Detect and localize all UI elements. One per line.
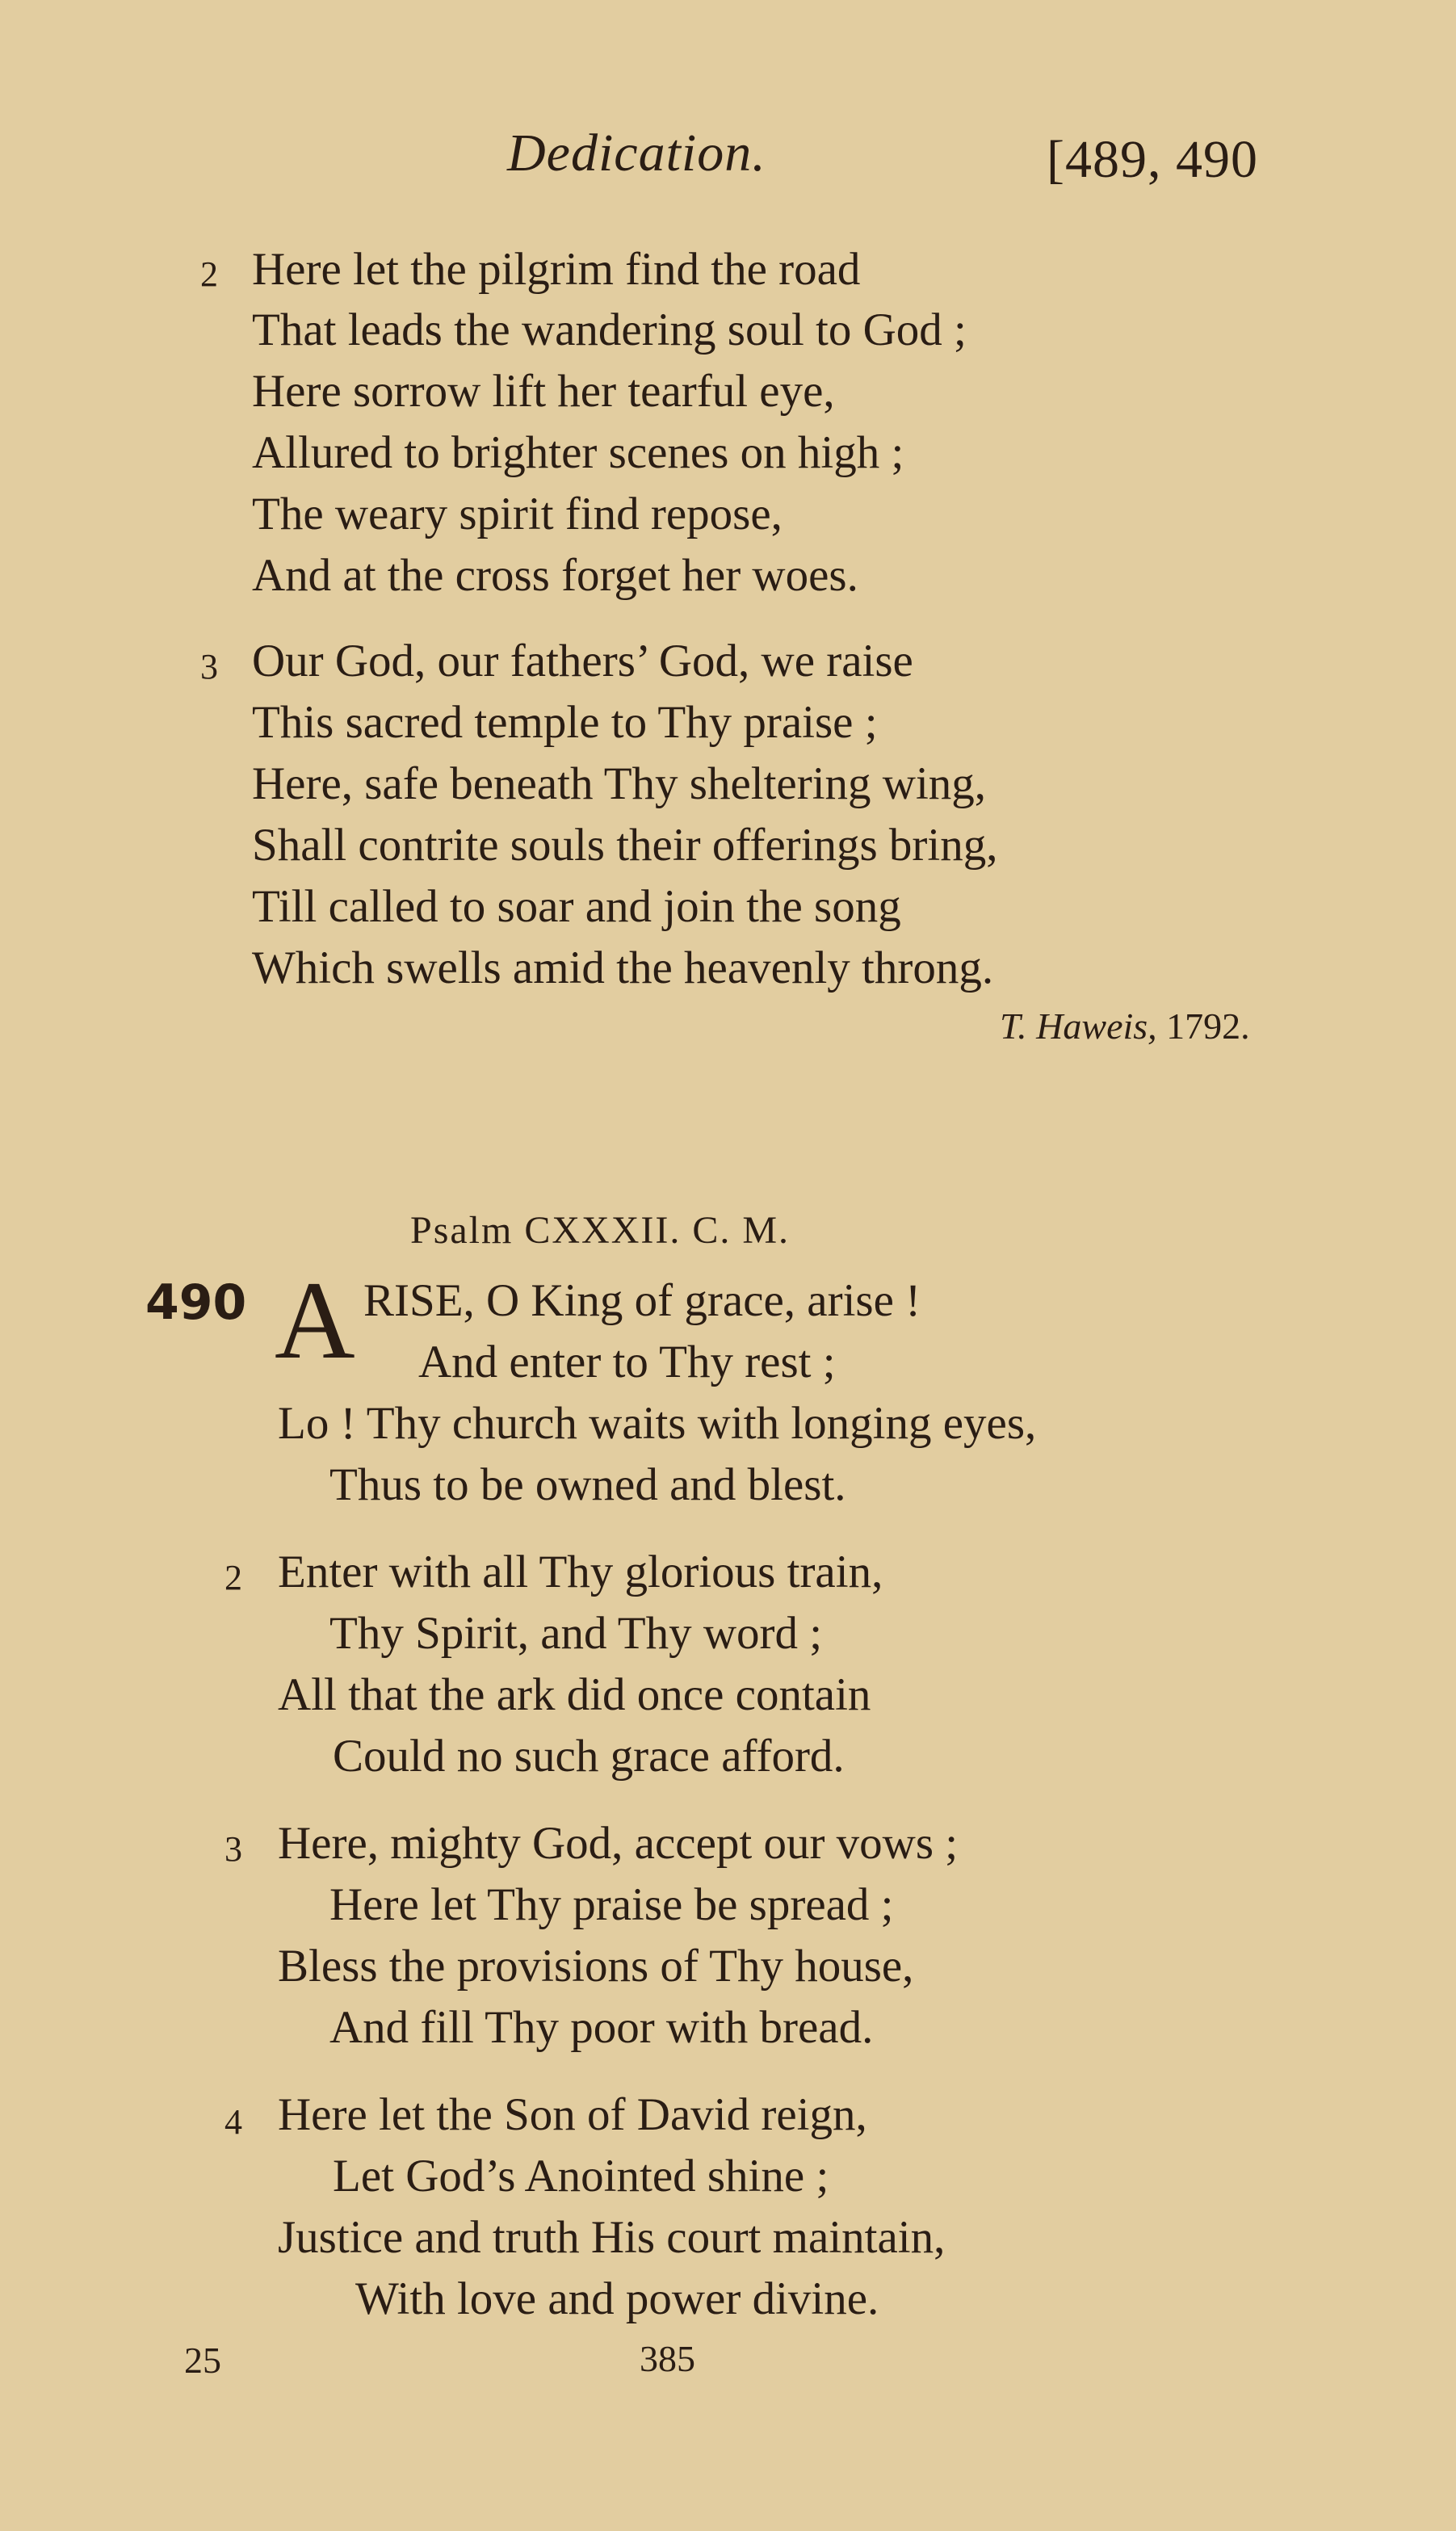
attribution-author: T. Haweis, [1000,1005,1157,1047]
psalm-heading: Psalm CXXXII. C. M. [410,1209,791,1252]
verse-line: Could no such grace afford. [333,1731,845,1782]
signature-mark: 25 [184,2340,221,2381]
hymn-attribution [1000,1005,1250,1047]
verse-line: Lo ! Thy church waits with longing eyes, [278,1398,1037,1449]
verse-line: RISE, O King of grace, arise ! [363,1275,921,1326]
verse-line: Thy Spirit, and Thy word ; [329,1608,823,1659]
verse-line: Here, safe beneath Thy sheltering wing, [252,758,987,809]
verse-line: Here let the pilgrim find the road [252,244,861,295]
verse-line: All that the ark did once contain [278,1669,871,1720]
verse-line: Here sorrow lift her tearful eye, [252,366,835,417]
verse-line: With love and power divine. [355,2273,879,2324]
verse-number: 2 [200,254,218,294]
verse-number: 4 [224,2102,242,2142]
verse-line: Which swells amid the heavenly throng. [252,942,994,993]
verse-number: 3 [200,647,218,686]
running-head-title: Dedication. [507,124,766,183]
verse-line: Here let Thy praise be spread ; [329,1879,894,1930]
verse-line: That leads the wandering soul to God ; [252,304,967,355]
verse-line: Till called to soar and join the song [252,881,901,932]
verse-line: And enter to Thy rest ; [418,1337,836,1387]
verse-line: And fill Thy poor with bread. [329,2002,874,2053]
page-number: 385 [640,2338,695,2379]
verse-line: This sacred temple to Thy praise ; [252,697,878,748]
verse-line: Let God’s Anointed shine ; [333,2151,829,2202]
verse-line: Allured to brighter scenes on high ; [252,427,904,478]
verse-line: Bless the provisions of Thy house, [278,1941,914,1992]
verse-line: Thus to be owned and blest. [329,1459,846,1510]
verse-number: 3 [224,1829,242,1869]
verse-line: Here let the Son of David reign, [278,2089,867,2140]
verse-line: Our God, our fathers’ God, we raise [252,636,913,686]
verse-line: Here, mighty God, accept our vows ; [278,1818,959,1869]
drop-cap-letter: A [275,1258,355,1382]
verse-line: Shall contrite souls their offerings bring, [252,820,998,871]
verse-number: 2 [224,1558,242,1597]
verse-line: Justice and truth His court maintain, [278,2212,946,2263]
hymn-number: 490 [145,1274,247,1331]
verse-line: The weary spirit find repose, [252,489,783,539]
verse-line: And at the cross forget her woes. [252,550,858,601]
verse-line: Enter with all Thy glorious train, [278,1547,883,1597]
running-head-hymn-numbers: [489, 490 [1047,130,1258,189]
attribution-year: 1792. [1166,1005,1250,1047]
